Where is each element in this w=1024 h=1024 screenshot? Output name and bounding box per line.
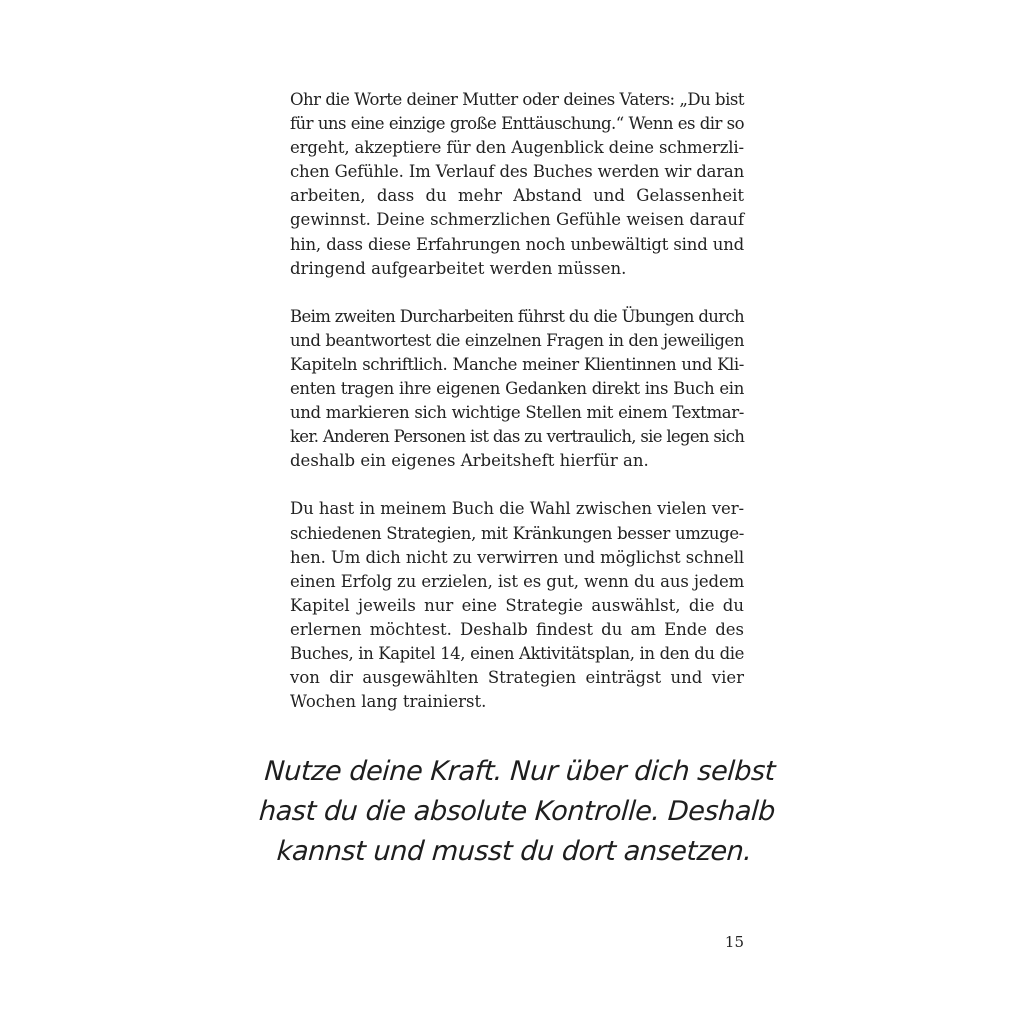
text-line: Wochen lang trainierst. xyxy=(290,692,487,712)
text-line: einen Erfolg zu erzielen, ist es gut, wenn du aus jedem xyxy=(290,571,745,591)
quote-line: hast du die absolute Kontrolle. Deshalb xyxy=(258,796,776,827)
text-line: von dir ausgewählten Strategien einträgst und vier xyxy=(290,668,744,688)
text-line: dringend aufgearbeitet werden müssen. xyxy=(290,258,627,278)
paragraph-2 xyxy=(290,305,744,474)
text-line: deshalb ein eigenes Arbeitsheft hierfür an. xyxy=(290,451,649,471)
body-text xyxy=(290,88,744,738)
text-line: Beim zweiten Durcharbeiten führst du die Übungen durch xyxy=(290,306,745,326)
text-line: hin, dass diese Erfahrungen noch unbewältigt sind und xyxy=(290,234,744,254)
paragraph-1 xyxy=(290,88,744,281)
quote-line: kannst und musst du dort ansetzen. xyxy=(275,836,753,867)
text-line: enten tragen ihre eigenen Gedanken direkt ins Buch ein xyxy=(290,379,744,399)
text-line: und beantwortest die einzelnen Fragen in den jeweiligen xyxy=(290,330,744,350)
text-line: gewinnst. Deine schmerzlichen Gefühle weisen darauf xyxy=(290,210,744,230)
text-line: Ohr die Worte deiner Mutter oder deines Vaters: „Du bist xyxy=(290,90,744,109)
text-line: erlernen möchtest. Deshalb findest du am Ende des xyxy=(290,619,744,639)
page-number: 15 xyxy=(724,933,744,951)
handwritten-quote xyxy=(246,752,788,872)
paragraph-3 xyxy=(290,497,744,714)
quote-line: Nutze deine Kraft. Nur über dich selbst xyxy=(263,756,777,787)
text-line: schiedenen Strategien, mit Kränkungen besser umzuge- xyxy=(290,523,744,543)
text-line: Kapitel jeweils nur eine Strategie auswählst, die du xyxy=(290,595,744,615)
text-line: arbeiten, dass du mehr Abstand und Gelassenheit xyxy=(290,186,744,206)
text-line: Kapiteln schriftlich. Manche meiner Klientinnen und Kli- xyxy=(290,354,744,374)
text-line: chen Gefühle. Im Verlauf des Buches werden wir daran xyxy=(290,162,744,182)
text-line: hen. Um dich nicht zu verwirren und möglichst schnell xyxy=(290,547,744,567)
text-line: ker. Anderen Personen ist das zu vertraulich, sie legen sich xyxy=(290,427,745,447)
text-line: Buches, in Kapitel 14, einen Aktivitätsplan, in den du die xyxy=(290,643,744,663)
text-line: für uns eine einzige große Enttäuschung.“ Wenn es dir so xyxy=(290,114,744,134)
text-line: Du hast in meinem Buch die Wahl zwischen vielen ver- xyxy=(290,499,744,519)
text-line: ergeht, akzeptiere für den Augenblick deine schmerzli- xyxy=(290,138,744,158)
text-line: und markieren sich wichtige Stellen mit einem Textmar- xyxy=(290,403,744,423)
